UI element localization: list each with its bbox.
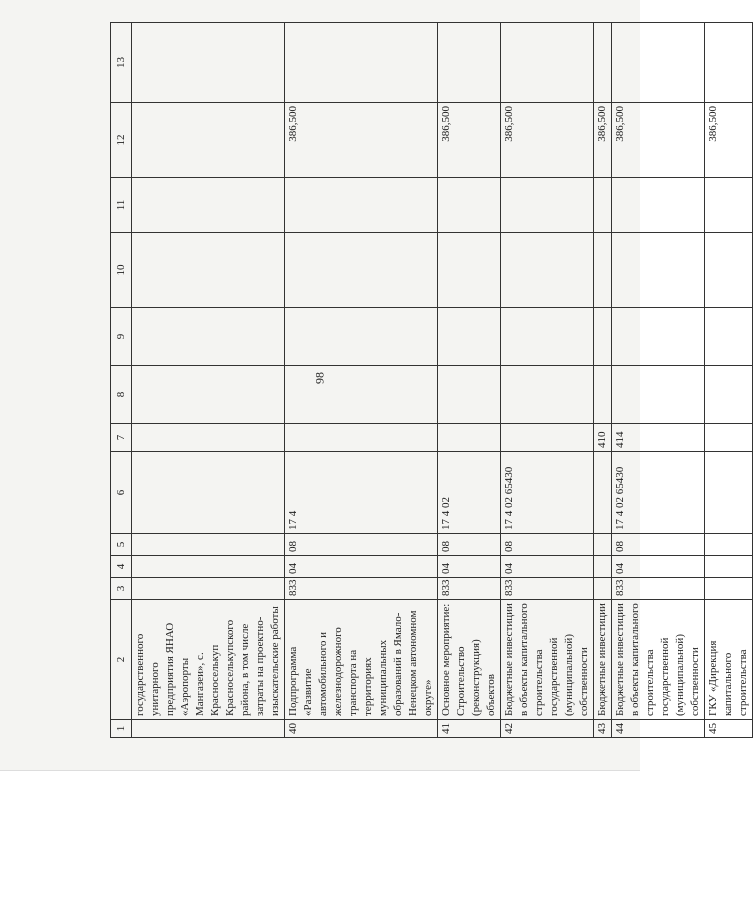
cell-c3: 833 [285,578,438,600]
cell-c1: 40 [285,720,438,738]
cell-c7 [705,424,753,452]
header-row [111,23,132,738]
cell-c13 [132,23,285,103]
cell-c3: 833 [501,578,594,600]
column-header: 6 [111,452,132,534]
cell-c12: 386,500 [705,103,753,178]
cell-c1: 41 [438,720,501,738]
cell-empty [285,366,438,424]
column-header: 2 [111,600,132,720]
cell-c4: 04 [438,556,501,578]
cell-c12 [132,103,285,178]
cell-c12: 386,500 [285,103,438,178]
cell-c5 [594,534,612,556]
table-row [612,23,705,738]
cell-c12: 386,500 [501,103,594,178]
cell-empty [705,233,753,308]
cell-c5: 08 [612,534,705,556]
cell-empty [612,366,705,424]
cell-empty [612,178,705,233]
cell-c13 [438,23,501,103]
table-row [132,23,285,738]
cell-empty [594,233,612,308]
cell-c4: 04 [285,556,438,578]
cell-c2: Основное мероприятие: Строительство (реконструкция) объектов [438,600,501,720]
cell-c13 [501,23,594,103]
cell-c2: государственного унитарного предприятия ЯНАО «Аэропорты Мангазеи», с. Красноселькуп Красноселькупского района, в том числе затраты на проектно-изыскательские работы [132,600,285,720]
column-header: 3 [111,578,132,600]
cell-c3 [705,578,753,600]
cell-c6: 17 4 02 65430 [501,452,594,534]
column-header: 9 [111,308,132,366]
cell-c7 [501,424,594,452]
table-body [132,23,753,738]
cell-empty [594,366,612,424]
cell-c3 [594,578,612,600]
cell-c4 [705,556,753,578]
cell-c6 [594,452,612,534]
cell-c5 [705,534,753,556]
cell-c5: 08 [438,534,501,556]
cell-empty [132,308,285,366]
cell-c1: 44 [612,720,705,738]
cell-empty [705,366,753,424]
cell-c7: 414 [612,424,705,452]
column-header: 13 [111,23,132,103]
cell-empty [438,366,501,424]
cell-c1: 43 [594,720,612,738]
cell-c7 [438,424,501,452]
cell-empty [132,178,285,233]
cell-c7 [132,424,285,452]
table-row [594,23,612,738]
cell-c2: Бюджетные инвестиции в объекты капитального строительства государственной (муниципальной) собственности [501,600,594,720]
cell-empty [705,178,753,233]
budget-table [110,22,753,738]
cell-empty [132,233,285,308]
cell-c6: 17 4 02 [438,452,501,534]
cell-c12: 386,500 [612,103,705,178]
cell-c12: 386,500 [594,103,612,178]
cell-c13 [594,23,612,103]
table-row [705,23,753,738]
cell-empty [705,308,753,366]
cell-empty [438,233,501,308]
cell-c6 [132,452,285,534]
cell-c7 [285,424,438,452]
cell-empty [594,178,612,233]
column-header: 12 [111,103,132,178]
cell-empty [501,178,594,233]
cell-c4: 04 [501,556,594,578]
cell-c2: ГКУ «Дирекция капитального строительства [705,600,753,720]
cell-c7: 410 [594,424,612,452]
cell-c5: 08 [285,534,438,556]
cell-empty [285,308,438,366]
cell-empty [132,366,285,424]
column-header: 7 [111,424,132,452]
cell-c4: 04 [612,556,705,578]
table-row [285,23,438,738]
cell-c2: Бюджетные инвестиции в объекты капитального строительства государственной (муниципальной) собственности [612,600,705,720]
cell-c6 [705,452,753,534]
table-row [438,23,501,738]
cell-c13 [705,23,753,103]
column-header: 8 [111,366,132,424]
column-header: 1 [111,720,132,738]
cell-c1 [132,720,285,738]
cell-empty [285,178,438,233]
cell-empty [612,233,705,308]
cell-c1: 45 [705,720,753,738]
cell-empty [501,366,594,424]
cell-empty [501,233,594,308]
budget-table-wrapper [110,23,749,738]
cell-empty [285,233,438,308]
cell-c12: 386,500 [438,103,501,178]
cell-empty [438,308,501,366]
column-header: 5 [111,534,132,556]
cell-c1: 42 [501,720,594,738]
cell-c5 [132,534,285,556]
table-row [501,23,594,738]
cell-c5: 08 [501,534,594,556]
cell-c3: 833 [438,578,501,600]
cell-c4 [132,556,285,578]
column-header: 10 [111,233,132,308]
cell-c6: 17 4 02 65430 [612,452,705,534]
cell-c2: Подпрограмма «Развитие автомобильного и железнодорожного транспорта на территориях муниципальных образований в Ямало-Ненецком автономном округе» [285,600,438,720]
cell-c2: Бюджетные инвестиции [594,600,612,720]
cell-empty [594,308,612,366]
cell-c3: 833 [612,578,705,600]
column-header: 11 [111,178,132,233]
cell-empty [501,308,594,366]
cell-c13 [612,23,705,103]
cell-c4 [594,556,612,578]
cell-empty [612,308,705,366]
cell-c3 [132,578,285,600]
cell-c6: 17 4 [285,452,438,534]
cell-empty [438,178,501,233]
cell-c13 [285,23,438,103]
column-header: 4 [111,556,132,578]
page-number: 98 [312,372,327,384]
